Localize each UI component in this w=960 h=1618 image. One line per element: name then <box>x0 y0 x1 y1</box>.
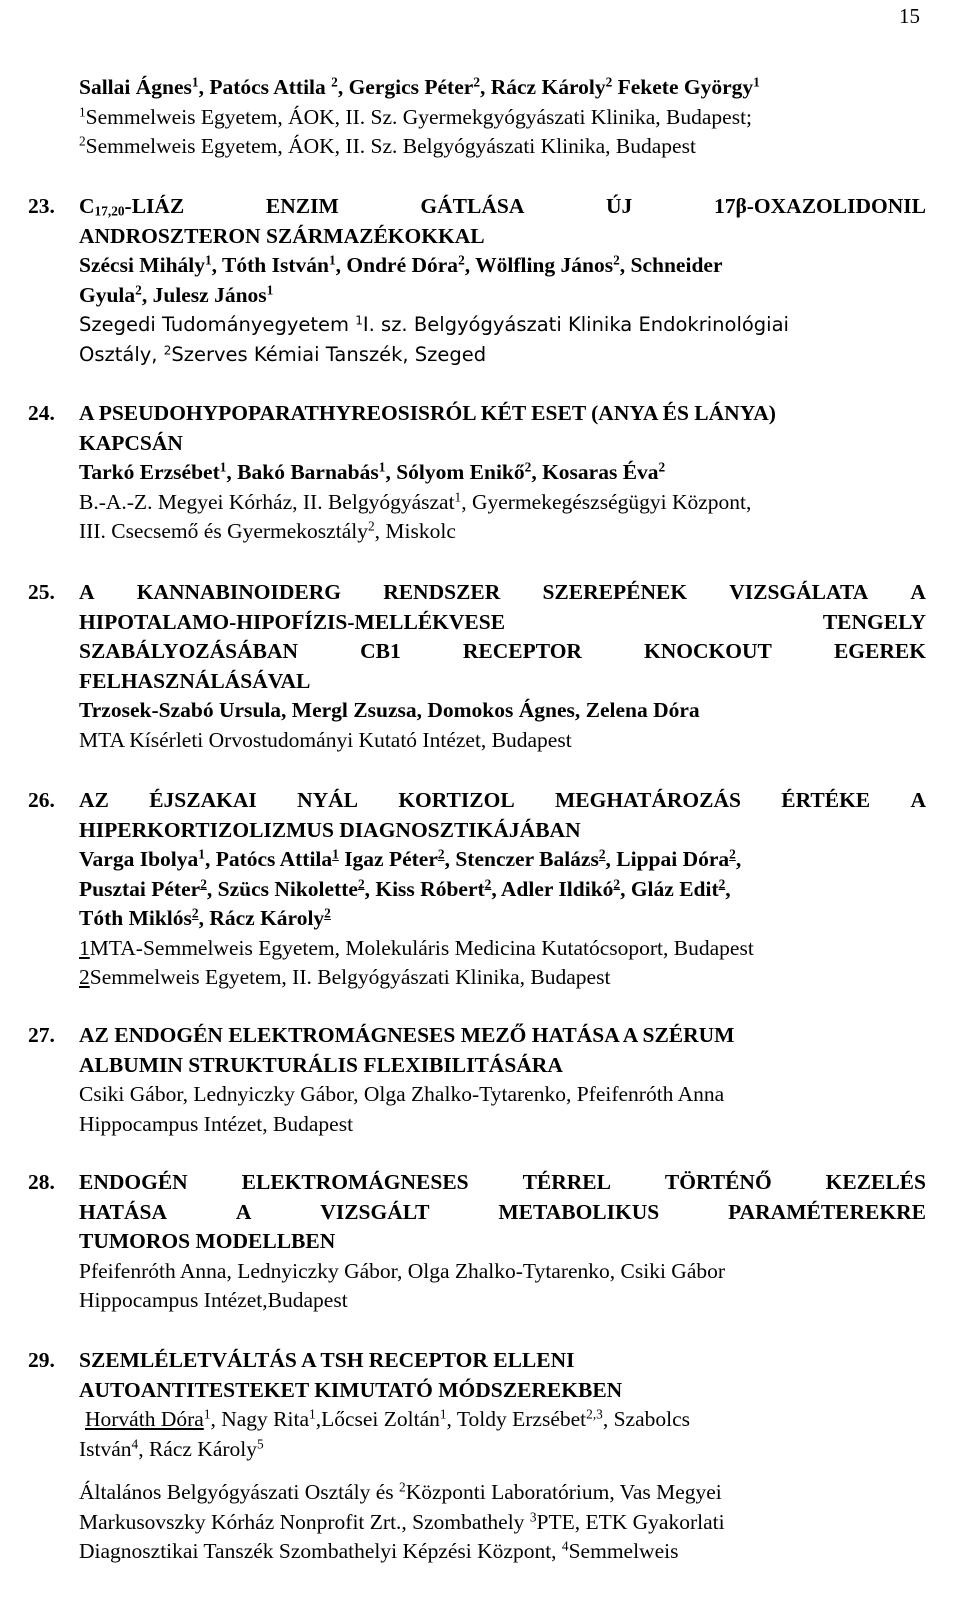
entry-title-line-1: AZ ENDOGÉN ELEKTROMÁGNESES MEZŐ HATÁSA A SZÉRUM <box>79 1023 735 1047</box>
entry-number: 24. <box>28 401 55 425</box>
entry-title-line-1: ENDOGÉN ELEKTROMÁGNESES TÉRREL TÖRTÉNŐ KEZELÉS <box>79 1170 926 1194</box>
entry-title-line-1: A KANNABINOIDERG RENDSZER SZEREPÉNEK VIZSGÁLATA A <box>79 580 926 604</box>
entry-affiliation-line-1: 1MTA-Semmelweis Egyetem, Molekuláris Medicina Kutatócsoport, Budapest <box>79 935 754 960</box>
intro-affiliation-1: $^1$Semmelweis Egyetem, ÁOK, II. Sz. Gyermekgyógyászati Klinika, Budapest; <box>79 104 753 129</box>
entry-affiliation-line-1: Általános Belgyógyászati Osztály és $^2$Központi Laboratórium, Vas Megyei <box>79 1479 722 1504</box>
intro-affiliation-2: $^2$Semmelweis Egyetem, ÁOK, II. Sz. Belgyógyászati Klinika, Budapest <box>79 133 696 158</box>
entry-authors-line-2: Pusztai Péter$^2$, Szücs Nikolette$^2$, Kiss Róbert$^2$, Adler Ildikó$^2$, Gláz Edit$^2$, <box>79 876 731 901</box>
entry-number: 28. <box>28 1170 55 1194</box>
entry-title-line-2: HATÁSA A VIZSGÁLT METABOLIKUS PARAMÉTEREKRE <box>79 1199 926 1224</box>
abstract-entry-25 <box>28 578 926 755</box>
entry-title-line-2: AUTOANTITESTEKET KIMUTATÓ MÓDSZEREKBEN <box>79 1377 623 1402</box>
intro-authors: Sallai Ágnes$^1$, Patócs Attila $^2$, Gergics Péter$^2$, Rácz Károly$^2$ Fekete György$^1$ <box>79 74 760 99</box>
entry-affiliation-line-2: III. Csecsemő és Gyermekosztály$^2$, Miskolc <box>79 518 456 543</box>
intro-block <box>79 73 926 162</box>
abstract-entry-26 <box>28 786 926 993</box>
entry-title-line-2: KAPCSÁN <box>79 430 183 455</box>
abstract-entry-24 <box>28 399 926 547</box>
entry-number: 26. <box>28 788 55 812</box>
entry-authors: Trzosek-Szabó Ursula, Mergl Zsuzsa, Domokos Ágnes, Zelena Dóra <box>79 698 700 722</box>
page-number: 15 <box>899 4 920 28</box>
entry-title-line-2: ALBUMIN STRUKTURÁLIS FLEXIBILITÁSÁRA <box>79 1052 563 1077</box>
entry-authors-line-3: Tóth Miklós$^2$, Rácz Károly$^2$ <box>79 905 331 930</box>
entry-title-line-1: $C_{17,20}$-LIÁZ ENZIM GÁTLÁSA ÚJ 17β-OXAZOLIDONIL <box>79 194 926 219</box>
entry-authors-line-1: Horváth Dóra$^1$, Nagy Rita$^1$,Lőcsei Zoltán$^1$, Toldy Erzsébet$^{2,3}$, Szabolcs <box>85 1406 691 1431</box>
entry-authors: Tarkó Erzsébet$^1$, Bakó Barnabás$^1$, Sólyom Enikő$^2$, Kosaras Éva$^2$ <box>79 459 666 484</box>
abstract-entry-23-content <box>28 192 926 369</box>
entry-number: 25. <box>28 580 55 604</box>
entry-affiliation: Hippocampus Intézet,Budapest <box>79 1288 348 1312</box>
entry-title-line-1: AZ ÉJSZAKAI NYÁL KORTIZOL MEGHATÁROZÁS ÉRTÉKE A <box>79 788 926 812</box>
entry-authors-line-1: Szécsi Mihály$^1$, Tóth István$^1$, Ondré Dóra$^2$, Wölfling János$^2$, Schneider <box>79 252 723 277</box>
entry-authors-line-1: Varga Ibolya$^1$, Patócs Attila$^1$ Igaz Péter$^2$, Stenczer Balázs$^2$, Lippai Dóra$^2$, <box>79 846 742 871</box>
entry-number: 23. <box>28 194 55 218</box>
entry-affiliation-line-2: Osztály, $^2$Szerves Kémiai Tanszék, Szeged <box>79 342 487 366</box>
entry-title-line-3: SZABÁLYOZÁSÁBAN CB1 RECEPTOR KNOCKOUT EGEREK <box>79 639 926 663</box>
abstract-entry-27 <box>28 1021 926 1139</box>
entry-title-line-2: ANDROSZTERON SZÁRMAZÉKOKKAL <box>79 223 485 248</box>
entry-authors: Pfeifenróth Anna, Lednyiczky Gábor, Olga Zhalko-Tytarenko, Csiki Gábor <box>79 1258 726 1283</box>
entry-number: 27. <box>28 1023 55 1047</box>
abstract-entry-28 <box>28 1168 926 1316</box>
abstract-entry-29 <box>28 1346 926 1567</box>
entry-affiliation-line-2: 2Semmelweis Egyetem, II. Belgyógyászati Klinika, Budapest <box>79 965 611 989</box>
entry-affiliation-line-2: Markusovszky Kórház Nonprofit Zrt., Szombathely $^3$PTE, ETK Gyakorlati <box>79 1509 725 1534</box>
entry-title-line-4: FELHASZNÁLÁSÁVAL <box>79 668 311 693</box>
entry-affiliation: Hippocampus Intézet, Budapest <box>79 1111 354 1136</box>
entry-authors-line-2: Gyula$^2$, Julesz János$^1$ <box>79 282 274 307</box>
entry-affiliation: MTA Kísérleti Orvostudományi Kutató Intézet, Budapest <box>79 727 572 752</box>
entry-title-line-1: A PSEUDOHYPOPARATHYREOSISRÓL KÉT ESET (ANYA ÉS LÁNYA) <box>79 401 776 425</box>
entry-affiliation-line-1: Szegedi Tudományegyetem $^1$I. sz. Belgyógyászati Klinika Endokrinológiai <box>79 313 789 336</box>
entry-number: 29. <box>28 1348 55 1372</box>
entry-title-line-1: SZEMLÉLETVÁLTÁS A TSH RECEPTOR ELLENI <box>79 1348 575 1372</box>
entry-affiliation-line-1: B.-A.-Z. Megyei Kórház, II. Belgyógyászat$^1$, Gyermekegészségügyi Központ, <box>79 489 752 514</box>
entry-authors: Csiki Gábor, Lednyiczky Gábor, Olga Zhalko-Tytarenko, Pfeifenróth Anna <box>79 1082 725 1106</box>
entry-title-line-2: HIPOTALAMO-HIPOFÍZIS-MELLÉKVESE TENGELY <box>79 609 926 634</box>
entry-title-line-2: HIPERKORTIZOLIZMUS DIAGNOSZTIKÁJÁBAN <box>79 817 581 842</box>
entry-title-line-3: TUMOROS MODELLBEN <box>79 1229 336 1253</box>
entry-affiliation-line-3: Diagnosztikai Tanszék Szombathelyi Képzési Központ, $^4$Semmelweis <box>79 1538 679 1563</box>
entry-authors-line-2: István$^4$, Rácz Károly$^5$ <box>79 1436 264 1461</box>
